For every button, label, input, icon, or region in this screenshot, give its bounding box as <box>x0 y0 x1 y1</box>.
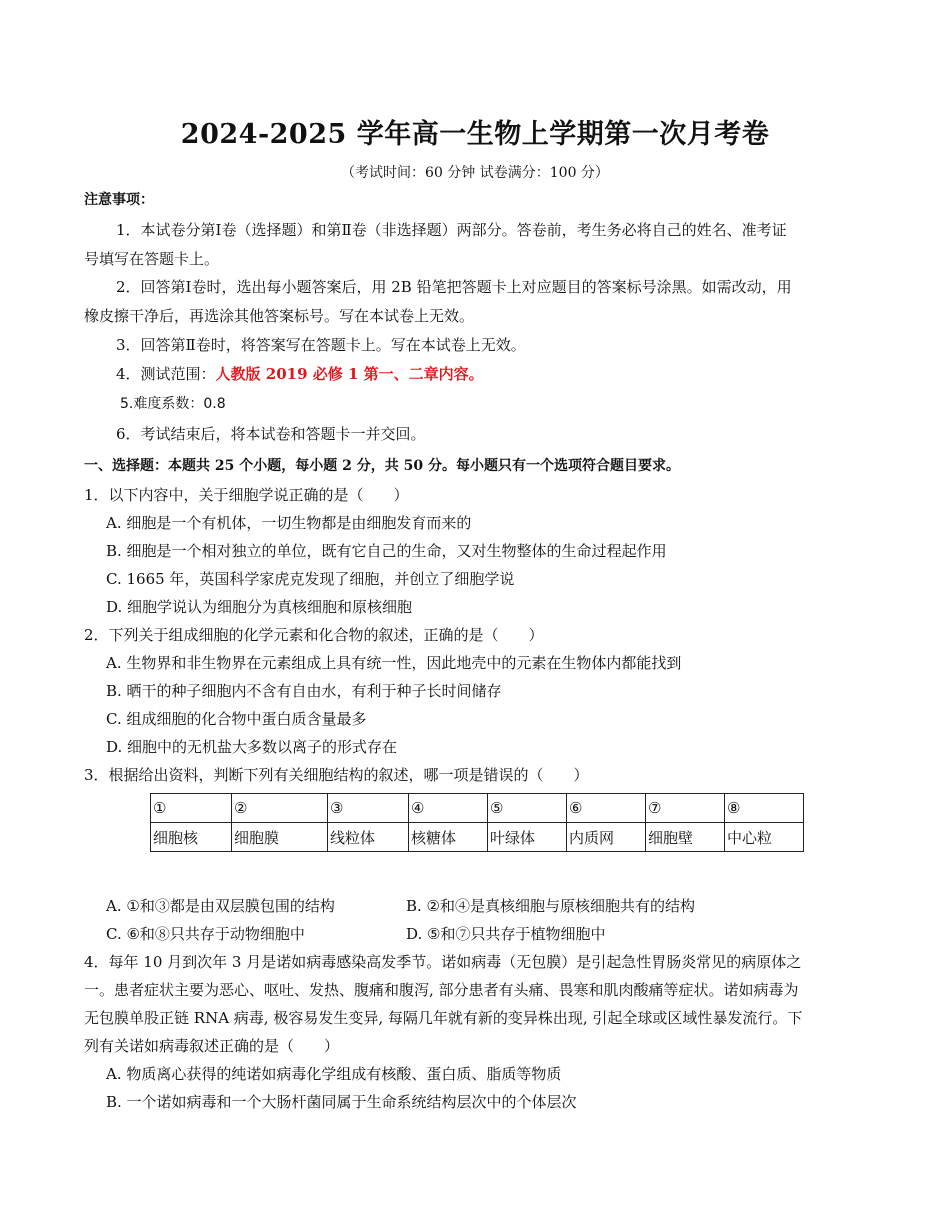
question-3-stem: 3．根据给出资料，判断下列有关细胞结构的叙述，哪一项是错误的（ ） <box>84 766 589 784</box>
table-cell: ⑦ <box>646 794 725 823</box>
note-item-1-line-2: 号填写在答题卡上。 <box>84 250 220 268</box>
question-2-stem: 2．下列关于组成细胞的化学元素和化合物的叙述，正确的是（ ） <box>84 626 544 644</box>
note-item-5: 5.难度系数：0.8 <box>120 396 226 412</box>
question-1-option-d: D. 细胞学说认为细胞分为真核细胞和原核细胞 <box>106 598 413 616</box>
notes-heading: 注意事项： <box>84 192 154 208</box>
table-cell: ⑧ <box>725 794 804 823</box>
note-item-1-line-1: 1．本试卷分第Ⅰ卷（选择题）和第Ⅱ卷（非选择题）两部分。答卷前，考生务必将自己的姓名、准考证 <box>116 221 787 239</box>
table-cell: 叶绿体 <box>488 823 567 852</box>
question-4-option-b: B. 一个诺如病毒和一个大肠杆菌同属于生命系统结构层次中的个体层次 <box>106 1093 577 1111</box>
note-item-4 <box>116 364 484 384</box>
question-3-option-b: B. ②和④是真核细胞与原核细胞共有的结构 <box>406 897 696 915</box>
table-cell: 内质网 <box>567 823 646 852</box>
question-4-option-a: A. 物质离心获得的纯诺如病毒化学组成有核酸、蛋白质、脂质等物质 <box>106 1065 562 1083</box>
table-cell: 细胞核 <box>151 823 232 852</box>
exam-subtitle: （考试时间：60 分钟 试卷满分：100 分） <box>341 165 609 181</box>
question-3-option-d: D. ⑤和⑦只共存于植物细胞中 <box>406 925 606 943</box>
cell-structure-table <box>150 793 804 852</box>
section-1-heading: 一、选择题：本题共 25 个小题，每小题 2 分，共 50 分。每小题只有一个选项符合题目要求。 <box>84 458 680 474</box>
note-item-2-line-2: 橡皮擦干净后，再选涂其他答案标号。写在本试卷上无效。 <box>84 307 475 325</box>
table-cell: 细胞膜 <box>232 823 328 852</box>
note-item-2-line-1: 2．回答第Ⅰ卷时，选出每小题答案后，用 2B 铅笔把答题卡上对应题目的答案标号涂黑。如需改动，用 <box>116 278 792 296</box>
table-cell: 线粒体 <box>328 823 409 852</box>
table-cell: 核糖体 <box>409 823 488 852</box>
table-cell: 细胞壁 <box>646 823 725 852</box>
table-cell: ① <box>151 794 232 823</box>
question-2-option-d: D. 细胞中的无机盐大多数以离子的形式存在 <box>106 738 398 756</box>
question-2-option-a: A. 生物界和非生物界在元素组成上具有统一性，因此地壳中的元素在生物体内都能找到 <box>106 654 682 672</box>
exam-title: 2024-2025 学年高一生物上学期第一次月考卷 <box>180 119 770 150</box>
question-4-stem-line-2: 一。患者症状主要为恶心、呕吐、发热、腹痛和腹泻, 部分患者有头痛、畏寒和肌肉酸痛等症状。诺如病毒为 <box>84 981 799 999</box>
question-2-option-b: B. 晒干的种子细胞内不含有自由水，有利于种子长时间储存 <box>106 682 502 700</box>
question-3-option-a: A. ①和③都是由双层膜包围的结构 <box>106 897 335 915</box>
question-4-stem-line-4: 列有关诺如病毒叙述正确的是（ ） <box>84 1037 340 1055</box>
table-cell: ③ <box>328 794 409 823</box>
test-scope: 人教版 2019 必修 1 第一、二章内容。 <box>215 365 484 383</box>
table-row-names <box>151 823 804 852</box>
table-cell: ⑥ <box>567 794 646 823</box>
question-4-stem-line-3: 无包膜单股正链 RNA 病毒, 极容易发生变异, 每隔几年就有新的变异株出现, 引起全球或区域性暴发流行。下 <box>84 1009 803 1027</box>
table-cell: 中心粒 <box>725 823 804 852</box>
question-3-option-c: C. ⑥和⑧只共存于动物细胞中 <box>106 925 305 943</box>
question-1-option-b: B. 细胞是一个相对独立的单位，既有它自己的生命，又对生物整体的生命过程起作用 <box>106 542 667 560</box>
table-cell: ⑤ <box>488 794 567 823</box>
table-cell: ② <box>232 794 328 823</box>
table-row-numbers <box>151 794 804 823</box>
note-item-4-prefix: 4．测试范围： <box>116 365 216 383</box>
question-2-option-c: C. 组成细胞的化合物中蛋白质含量最多 <box>106 710 367 728</box>
question-4-stem-line-1: 4．每年 10 月到次年 3 月是诺如病毒感染高发季节。诺如病毒（无包膜）是引起急性胃肠炎常见的病原体之 <box>84 953 802 971</box>
question-1-stem: 1．以下内容中，关于细胞学说正确的是（ ） <box>84 486 409 504</box>
question-1-option-a: A. 细胞是一个有机体，一切生物都是由细胞发育而来的 <box>106 514 472 532</box>
question-1-option-c: C. 1665 年，英国科学家虎克发现了细胞，并创立了细胞学说 <box>106 570 515 588</box>
table-cell: ④ <box>409 794 488 823</box>
note-item-6: 6．考试结束后，将本试卷和答题卡一并交回。 <box>116 425 426 443</box>
note-item-3: 3．回答第Ⅱ卷时，将答案写在答题卡上。写在本试卷上无效。 <box>116 336 526 354</box>
